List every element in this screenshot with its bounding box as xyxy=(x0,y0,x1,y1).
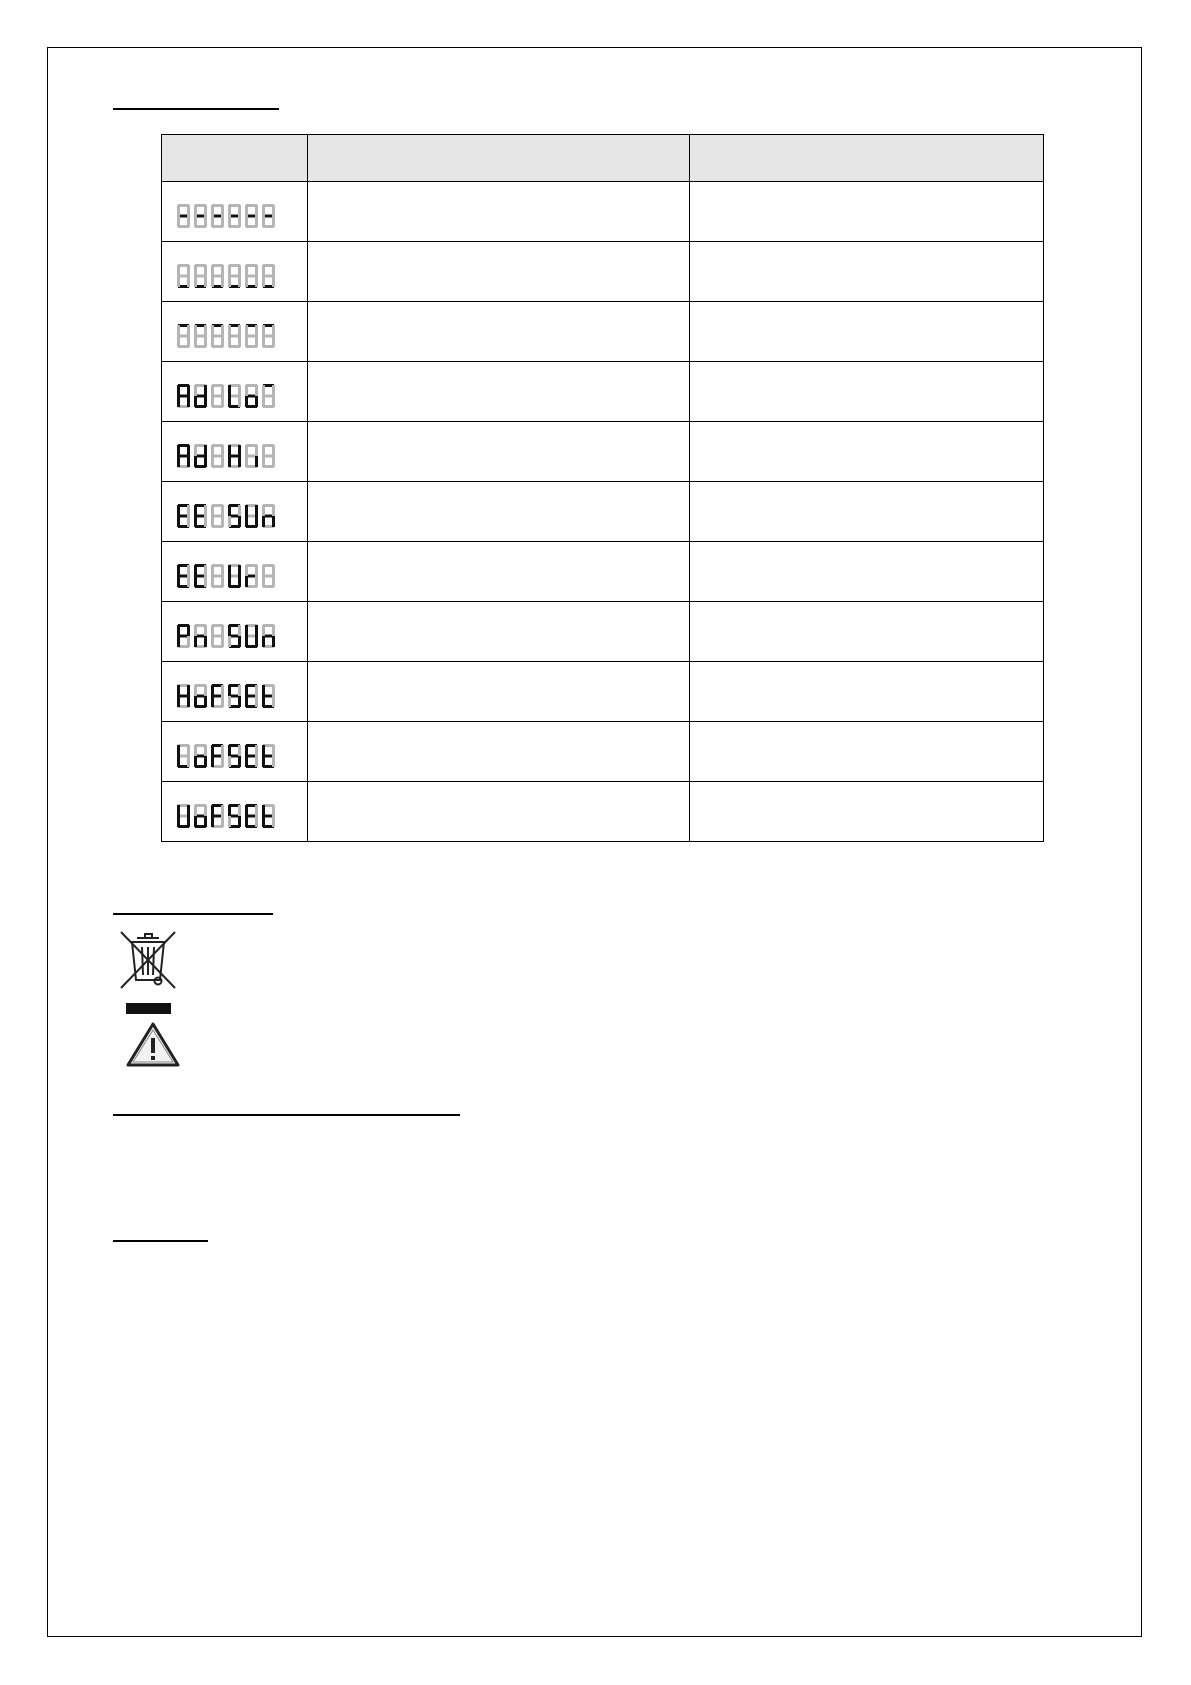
display-code-cell xyxy=(162,722,308,782)
remedy-cell xyxy=(690,782,1044,842)
description-cell xyxy=(308,722,690,782)
lcd-readout xyxy=(177,744,287,770)
display-code-cell xyxy=(162,662,308,722)
lcd-readout xyxy=(177,684,287,710)
weee-bin-icon xyxy=(118,930,178,992)
display-code-cell xyxy=(162,542,308,602)
description-cell xyxy=(308,362,690,422)
remedy-cell xyxy=(690,482,1044,542)
display-code-cell xyxy=(162,782,308,842)
table-row xyxy=(162,782,1044,842)
lcd-readout xyxy=(177,444,287,470)
table-row xyxy=(162,722,1044,782)
remedy-cell xyxy=(690,422,1044,482)
remedy-cell xyxy=(690,302,1044,362)
section-heading-rule-1 xyxy=(113,108,279,110)
lcd-readout xyxy=(177,504,287,530)
table-row xyxy=(162,422,1044,482)
remedy-cell xyxy=(690,182,1044,242)
description-cell xyxy=(308,662,690,722)
weee-underbar xyxy=(126,1003,171,1014)
remedy-cell xyxy=(690,662,1044,722)
section-heading-rule-2 xyxy=(113,913,273,915)
lcd-readout xyxy=(177,264,287,290)
remedy-cell xyxy=(690,362,1044,422)
table-row xyxy=(162,182,1044,242)
section-heading-rule-4 xyxy=(113,1240,208,1242)
lcd-readout xyxy=(177,384,287,410)
header-cell-description xyxy=(308,135,690,182)
display-code-cell xyxy=(162,482,308,542)
description-cell xyxy=(308,242,690,302)
description-cell xyxy=(308,302,690,362)
warning-triangle-icon xyxy=(124,1019,182,1069)
display-code-cell xyxy=(162,362,308,422)
table-row xyxy=(162,302,1044,362)
description-cell xyxy=(308,542,690,602)
lcd-readout xyxy=(177,324,287,350)
section-heading-rule-3 xyxy=(113,1114,460,1116)
table-row xyxy=(162,242,1044,302)
header-cell-display xyxy=(162,135,308,182)
lcd-readout xyxy=(177,624,287,650)
description-cell xyxy=(308,482,690,542)
remedy-cell xyxy=(690,722,1044,782)
display-code-cell xyxy=(162,422,308,482)
table-row xyxy=(162,482,1044,542)
lcd-readout xyxy=(177,564,287,590)
remedy-cell xyxy=(690,542,1044,602)
display-code-cell xyxy=(162,182,308,242)
lcd-readout xyxy=(177,204,287,230)
table-header-row xyxy=(162,135,1044,182)
description-cell xyxy=(308,422,690,482)
remedy-cell xyxy=(690,242,1044,302)
lcd-readout xyxy=(177,804,287,830)
description-cell xyxy=(308,182,690,242)
display-code-cell xyxy=(162,602,308,662)
display-code-cell xyxy=(162,302,308,362)
table-row xyxy=(162,662,1044,722)
table-row xyxy=(162,542,1044,602)
header-cell-remedy xyxy=(690,135,1044,182)
description-cell xyxy=(308,602,690,662)
table-row xyxy=(162,602,1044,662)
remedy-cell xyxy=(690,602,1044,662)
display-code-table xyxy=(161,134,1044,842)
description-cell xyxy=(308,782,690,842)
display-code-cell xyxy=(162,242,308,302)
table-row xyxy=(162,362,1044,422)
